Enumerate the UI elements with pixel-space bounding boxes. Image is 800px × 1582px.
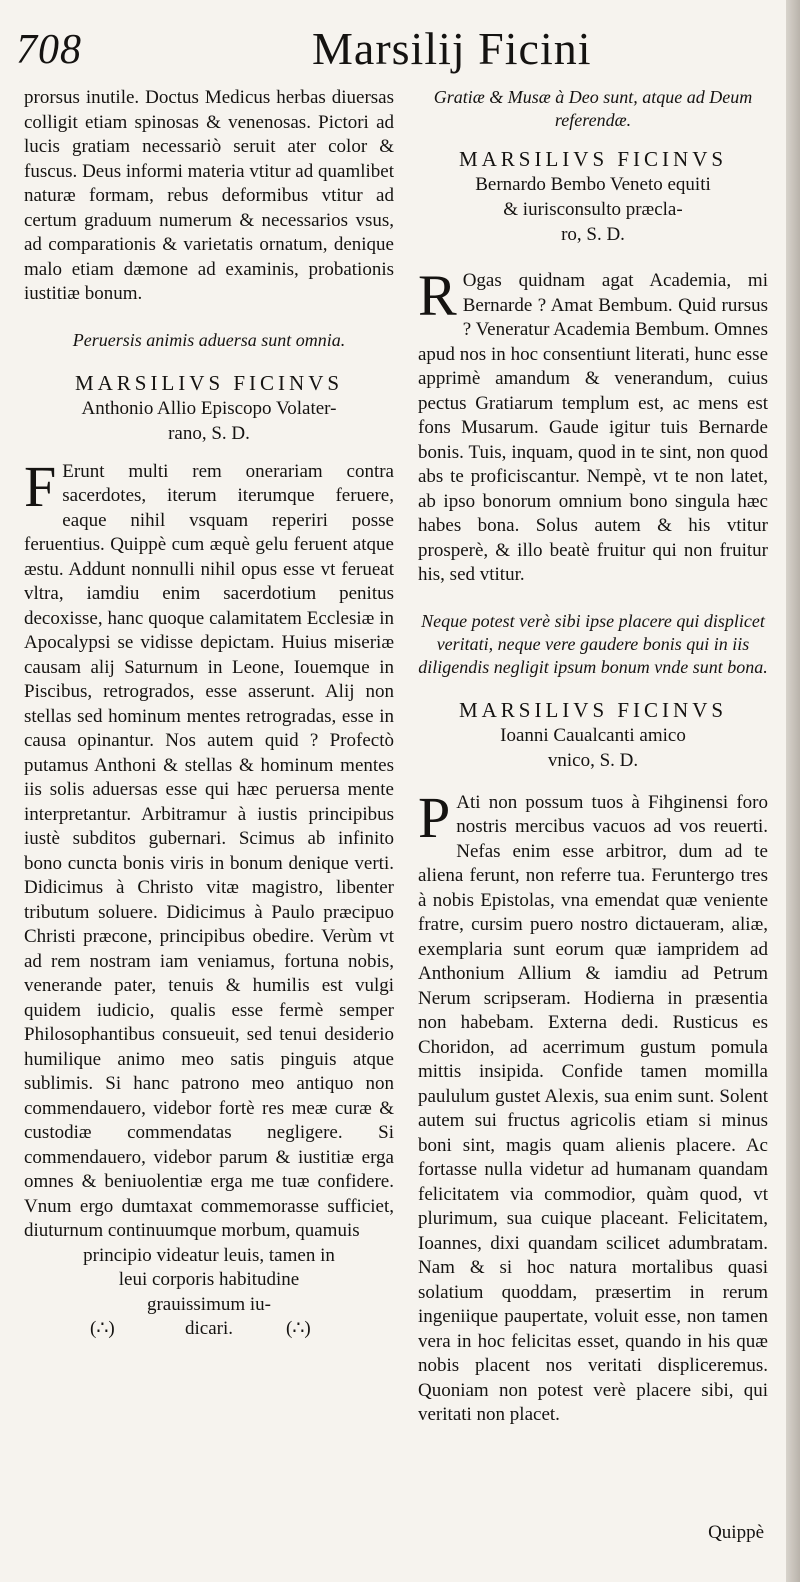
- addressee-allio-line2: rano, S. D.: [168, 422, 250, 444]
- letter-body-bembo: [418, 263, 768, 588]
- letter-body-caualcanti-text: Ati non possum tuos à Fihginensi foro nostris mercibus vacuos ad vos reuerti. Nefas enim esse arbitror, dum ad te aliena ferunt, non referre tua. Feruntergo tres à nobis Epistolas, vna emendat quæ veniente fratre, cursim puero nostro dictaueram, aliæ, exemplaria sunt eorum quæ iampridem ad Anthonium Allium & iamdiu ad Petrum Nerum scripseram. Hodierna in præsentia non habebam. Externa dedi. Rusticus es Choridon, ad acerrimum gustum pomula mittis insipida. Confide tamen momilla paululum gustet Alexis, sua enim sunt. Solent autem sui fructus agricolis etiam si minus boni sint, magis quam alienis placere. Ac fortasse nulla videtur ad humanam quandam felicitatem via commodior, quàm quod, vt plurimum, sua cuique placeant. Felicitatem, Ioannes, dixi quandam scilicet adumbratam. Nam & si hoc natura mortalibus quasi solatium quoddam, præsertim in rerum ingeniique paupertate, voluit esse, non tamen vera in hoc felicitas esset, quando in his quæ nobis placent nos veritati displiceremus. Quoniam non potest verè placere sibi, qui veritati non placet.: [418, 791, 768, 1425]
- intro-paragraph: prorsus inutile. Doctus Medicus herbas diuersas colligit etiam spinosas & venenosas. Pictori ad lucis gratiam necessariò seruit ater color & fuscus. Deus informi materia vtitur ad quamlibet naturæ formam, rebus deformibus vtitur ad certum graduum numerum & necessarios vsus, ad comparationis & varietatis ornatum, denique malo etiam dæmone ad examinis, probationis iustitiæ bonum.: [24, 87, 394, 304]
- motto-left: Peruersis animis aduersa sunt omnia.: [72, 329, 346, 350]
- dropcap-f: F: [24, 453, 57, 519]
- closing-line3: grauissimum iu-: [146, 1293, 272, 1315]
- running-title: Marsilij Ficini: [312, 23, 592, 74]
- addressee-bembo-line1: Bernardo Bembo Veneto equiti: [475, 174, 711, 195]
- left-column: [24, 86, 394, 1342]
- addressee-caualcanti-line2: vnico, S. D.: [547, 749, 639, 771]
- letter-heading-bembo: MARSILIVS FICINVS: [458, 147, 728, 171]
- closing-row: [24, 1317, 394, 1342]
- closing-line1: principio videatur leuis, tamen in: [83, 1244, 335, 1266]
- letter-body-bembo-text: Ogas quidnam agat Academia, mi Bernarde ? Amat Bembum. Quid rursus ? Veneratur Academia Bembum. Omnes apud nos in hoc consentiunt literati, hunc esse apprimè amandum & venerandum, cuius pectus Gratiarum templum est, ac mens est fons Musarum. Gaude igitur tuis Bernarde bonis. Tuis, inquam, quod in te sint, non quod abs te proficiscantur. Nempè, vt te non latet, ab ipso bonorum omnium bono singula hæc habes bona. Solus autem & his vtitur prosperè, & illo beatè fruitur qui non fruitur his, sed vtitur.: [418, 270, 768, 585]
- letter-heading-allio: MARSILIVS FICINVS: [74, 370, 344, 395]
- letter-heading-caualcanti: MARSILIVS FICINVS: [458, 697, 728, 722]
- addressee-caualcanti-line1: Ioanni Caualcanti amico: [500, 724, 686, 746]
- ornament-right: (∴): [286, 1318, 311, 1339]
- page-header: [0, 20, 772, 80]
- letter-body-caualcanti: [418, 784, 768, 1428]
- closing-word: dicari.: [184, 1318, 233, 1339]
- letter-body-allio-text: Erunt multi rem onerariam contra sacerdotes, iterum iterumque feruere, eaque nihil vsquam reperiri posse feruentius. Quippè cum æquè gelu feruent atque æstu. Addunt nonnulli nihil opus esse vt ferueat vltra, iamdiu enim sacerdotium penitus decoxisse, hanc quoque calamitatem Ecclesiæ in Apocalypsi se vidisse depictam. Huius miseriæ causam alij Saturnum in Leone, Iouemque in Piscibus, retrogrados, esse asserunt. Alij non stellas sed hominum mentes retrogradas, esse in causa opinantur. Nos autem quid ? Profectò putamus Anthoni & stellas & hominum mentes iis solis aduersas esse qui hæc peruersa mente interpretantur. Arbitramur à iustis principibus iustè subditos gubernari. Scimus ab infinito bono cuncta bonis viris in bonum denique verti. Didicimus à Christo vitæ magistro, libenter tributum soluere. Didicimus à Paulo præcipuo Christi præcone, principibus obedire. Verùm vt ad rem nostram iam veniamus, fortuna nobis, venerande pater, tenuis & humilis est vulgi quidem iudicio, qualis esse fermè semper Philosophantibus consueuit, sed tenui desiderio humilique animo meo satis pinguis atque sublimis. Si hanc patrono meo antiquo non commendauero, videbor fortè res meæ curæ & custodiæ commendatas negligere. Si commendauero, videbor parum & iustitiæ erga omnes & beniuolentiæ erga me tuæ confidere. Vnum ergo dumtaxat commemorasse sufficiet, diuturnum continuumque morbum, quamuis: [24, 460, 394, 1241]
- addressee-bembo-line3: ro, S. D.: [561, 224, 625, 245]
- dropcap-p: P: [418, 784, 451, 850]
- letter-body-allio: [24, 453, 394, 1244]
- catchword: Quippè: [708, 1522, 764, 1543]
- addressee-allio-line1: Anthonio Allio Episcopo Volater-: [81, 397, 337, 419]
- addressee-bembo-line2: & iurisconsulto præcla-: [503, 199, 683, 220]
- right-column: [418, 86, 768, 1428]
- motto-top: Gratiæ & Musæ à Deo sunt, atque ad Deum referendæ.: [433, 87, 753, 130]
- ornament-left: (∴): [90, 1318, 115, 1339]
- dropcap-r: R: [418, 263, 457, 328]
- closing-line2: leui corporis habitudine: [118, 1269, 300, 1290]
- motto-mid: Neque potest verè sibi ipse placere qui displicet veritati, neque vere gaudere bonis qui in iis diligendis negligit ipsum bonum vnde sunt bona.: [418, 610, 768, 677]
- page-number: 708: [16, 27, 82, 73]
- page-gutter: [786, 0, 800, 1582]
